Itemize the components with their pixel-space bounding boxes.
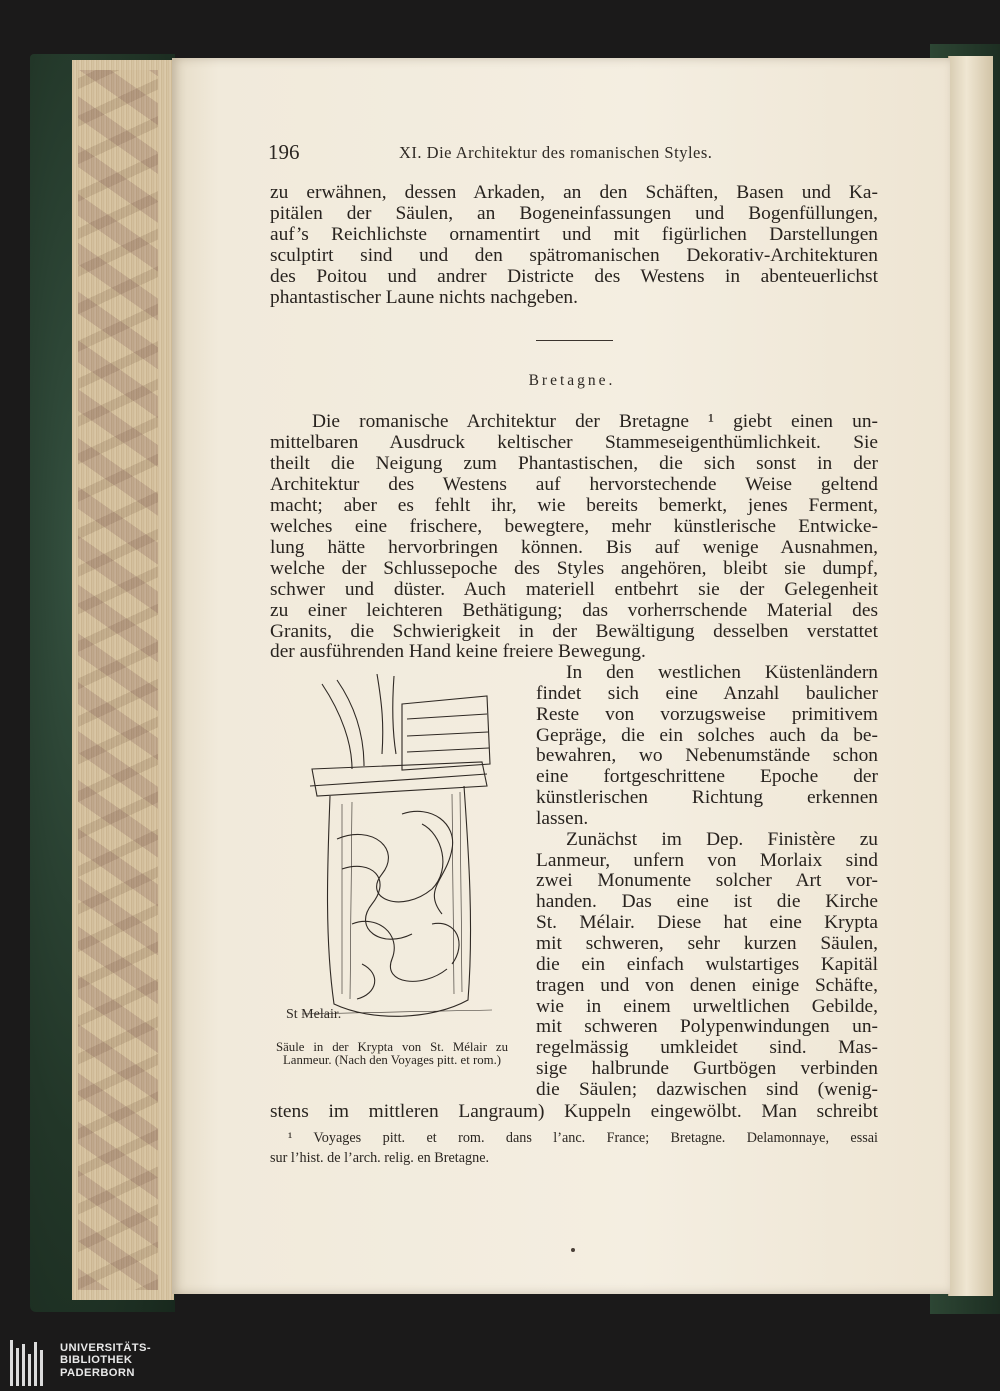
text-line: eine fortgeschrittene Epoche der bbox=[536, 766, 878, 788]
text-line: regelmässig umkleidet sind. Mas- bbox=[536, 1037, 878, 1059]
text-line: schwer und düster. Auch materiell entbehrt sie der Gelegenheit bbox=[270, 578, 878, 600]
text-line: zu erwähnen, dessen Arkaden, an den Schäften, Basen und Ka- bbox=[270, 182, 878, 203]
footnote-line: sur l’hist. de l’arch. relig. en Bretagne. bbox=[270, 1150, 490, 1166]
text-line: lassen. bbox=[536, 807, 589, 829]
text-line: lung hätte hervorbringen können. Bis auf wenige Ausnahmen, bbox=[270, 536, 878, 558]
figure-caption: Säule in der Krypta von St. Mélair zu Lanmeur. (Nach den Voyages pitt. et rom.) bbox=[276, 1040, 508, 1067]
figure-signature: St Melair. bbox=[286, 1007, 342, 1022]
footnote-line: ¹ Voyages pitt. et rom. dans l’anc. France; Bretagne. Delamonnaye, essai bbox=[288, 1130, 878, 1146]
running-title: XI. Die Architektur des romanischen Styles. bbox=[399, 143, 713, 162]
right-column bbox=[536, 663, 878, 1101]
running-head bbox=[268, 140, 750, 170]
text-line: Granits, die Schwierigkeit in der Bewältigung desselben verstattet bbox=[270, 620, 878, 642]
text-line: mit schweren, sehr kurzen Säulen, bbox=[536, 932, 878, 954]
text-line: handen. Das eine ist die Kirche bbox=[536, 891, 878, 913]
text-line: die ein einfach wulstartiges Kapitäl bbox=[536, 953, 878, 975]
paragraph-4 bbox=[536, 830, 878, 1101]
text-line: Reste von vorzugsweise primitivem bbox=[536, 703, 878, 725]
marbled-edge bbox=[78, 70, 158, 1290]
paragraph-3 bbox=[536, 663, 878, 830]
text-line: des Poitou und andrer Districte des Westens in abenteuerlichst bbox=[270, 265, 878, 287]
text-line: St. Mélair. Diese hat eine Krypta bbox=[536, 912, 878, 934]
footnote bbox=[270, 1128, 878, 1168]
text-line: theilt die Neigung zum Phantastischen, die sich sonst in der bbox=[270, 452, 878, 474]
text-line: auf’s Reichlichste ornamentirt und mit figürlichen Darstellungen bbox=[270, 223, 878, 245]
paragraph-1 bbox=[270, 183, 878, 309]
text-line: zu einer leichteren Bethätigung; das vorherrschende Material des bbox=[270, 599, 878, 621]
text-line: findet sich eine Anzahl baulicher bbox=[536, 682, 878, 704]
final-line: stens im mittleren Langraum) Kuppeln eingewölbt. Man schreibt bbox=[270, 1101, 878, 1122]
text-line: Gepräge, die ein solches auch da be- bbox=[536, 724, 878, 746]
page-edge-right bbox=[948, 56, 993, 1296]
section-heading: Bretagne. bbox=[528, 372, 616, 389]
text-line: sculptirt sind und den spätromanischen Dekorativ-Architekturen bbox=[270, 244, 878, 266]
column-engraving bbox=[282, 674, 508, 1034]
text-line: künstlerischen Richtung erkennen bbox=[536, 787, 878, 809]
text-line: Lanmeur, unfern von Morlaix sind bbox=[536, 849, 878, 871]
text-line: In den westlichen Küstenländern bbox=[566, 662, 878, 683]
text-line: der ausführenden Hand keine freiere Bewegung. bbox=[270, 641, 646, 663]
text-line: phantastischer Laune nichts nachgeben. bbox=[270, 286, 578, 308]
text-line: Architektur des Westens auf hervorstechende Weise geltend bbox=[270, 473, 878, 495]
text-line: mittelbaren Ausdruck keltischer Stammeseigenthümlichkeit. Sie bbox=[270, 431, 878, 453]
library-logo-text: UNIVERSITÄTS- BIBLIOTHEK PADERBORN bbox=[60, 1342, 151, 1379]
text-line: welche der Schlussepoche des Styles angehören, bleibt sie dumpf, bbox=[270, 557, 878, 579]
text-line: die Säulen; dazwischen sind (wenig- bbox=[536, 1078, 878, 1100]
text-line: Die romanische Architektur der Bretagne ¹ giebt einen un- bbox=[312, 411, 878, 432]
text-line: mit schweren Polypenwindungen un- bbox=[536, 1016, 878, 1038]
text-line: Zunächst im Dep. Finistère zu bbox=[566, 828, 878, 850]
text-line: macht; aber es fehlt ihr, wie bereits bemerkt, jenes Ferment, bbox=[270, 494, 878, 516]
text-line: tragen und von denen einige Schäfte, bbox=[536, 974, 878, 996]
text-line: pitälen der Säulen, an Bogeneinfassungen und Bogenfüllungen, bbox=[270, 202, 878, 224]
text-line: sige halbrunde Gurtbögen verbinden bbox=[536, 1058, 878, 1080]
paragraph-2 bbox=[270, 412, 878, 663]
text-line: welches eine frischere, bewegtere, mehr künstlerische Entwicke- bbox=[270, 515, 878, 537]
section-rule bbox=[536, 340, 613, 341]
page-number: 196 bbox=[268, 140, 300, 164]
text-line: zwei Monumente solcher Art vor- bbox=[536, 870, 878, 892]
library-logo bbox=[10, 1340, 160, 1386]
text-line: bewahren, wo Nebenumstände schon bbox=[536, 745, 878, 767]
library-logo-icon bbox=[10, 1340, 50, 1386]
page-dot bbox=[571, 1248, 575, 1252]
text-line: wie in einem urweltlichen Gebilde, bbox=[536, 995, 878, 1017]
